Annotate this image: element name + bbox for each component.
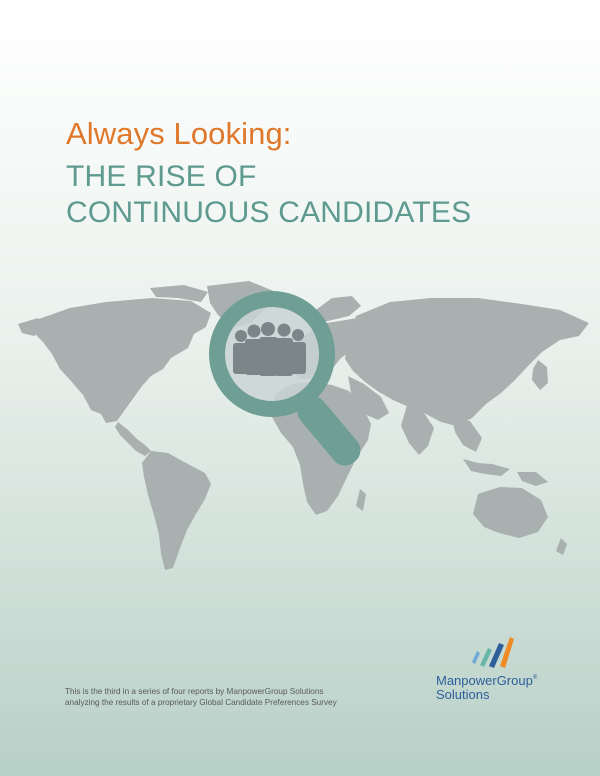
report-description-line-2: analyzing the results of a proprietary Global Candidate Preferences Survey — [65, 698, 337, 707]
logo-company-name — [436, 674, 537, 688]
report-description — [65, 686, 385, 708]
logo-solutions: Solutions — [436, 687, 490, 702]
title-block — [66, 116, 566, 231]
japan-landmass — [532, 360, 548, 390]
title-always-looking: Always Looking: — [66, 116, 292, 151]
south-america-landmass — [142, 451, 211, 570]
person-icon-5 — [290, 329, 306, 374]
indonesia-landmass — [463, 459, 510, 476]
logo-trademark: ® — [532, 675, 538, 681]
logo-name-text: ManpowerGroup — [436, 673, 533, 688]
world-map-icon — [0, 268, 600, 578]
title-continuous-candidates: CONTINUOUS CANDIDATES — [66, 196, 472, 229]
title-rise-of: THE RISE OF — [66, 160, 257, 193]
north-america-landmass — [34, 298, 211, 423]
manpowergroup-solutions-logo — [436, 635, 556, 710]
new-zealand-landmass — [556, 538, 567, 555]
australia-landmass — [473, 487, 548, 538]
new-guinea-landmass — [517, 472, 548, 486]
report-description-line-1: This is the third in a series of four reports by ManpowerGroup Solutions — [65, 687, 324, 696]
world-map-illustration — [0, 268, 600, 578]
se-asia-landmass — [452, 418, 482, 452]
manpowergroup-logo-icon — [470, 635, 514, 669]
madagascar-landmass — [356, 489, 366, 511]
central-america-landmass — [115, 422, 151, 456]
